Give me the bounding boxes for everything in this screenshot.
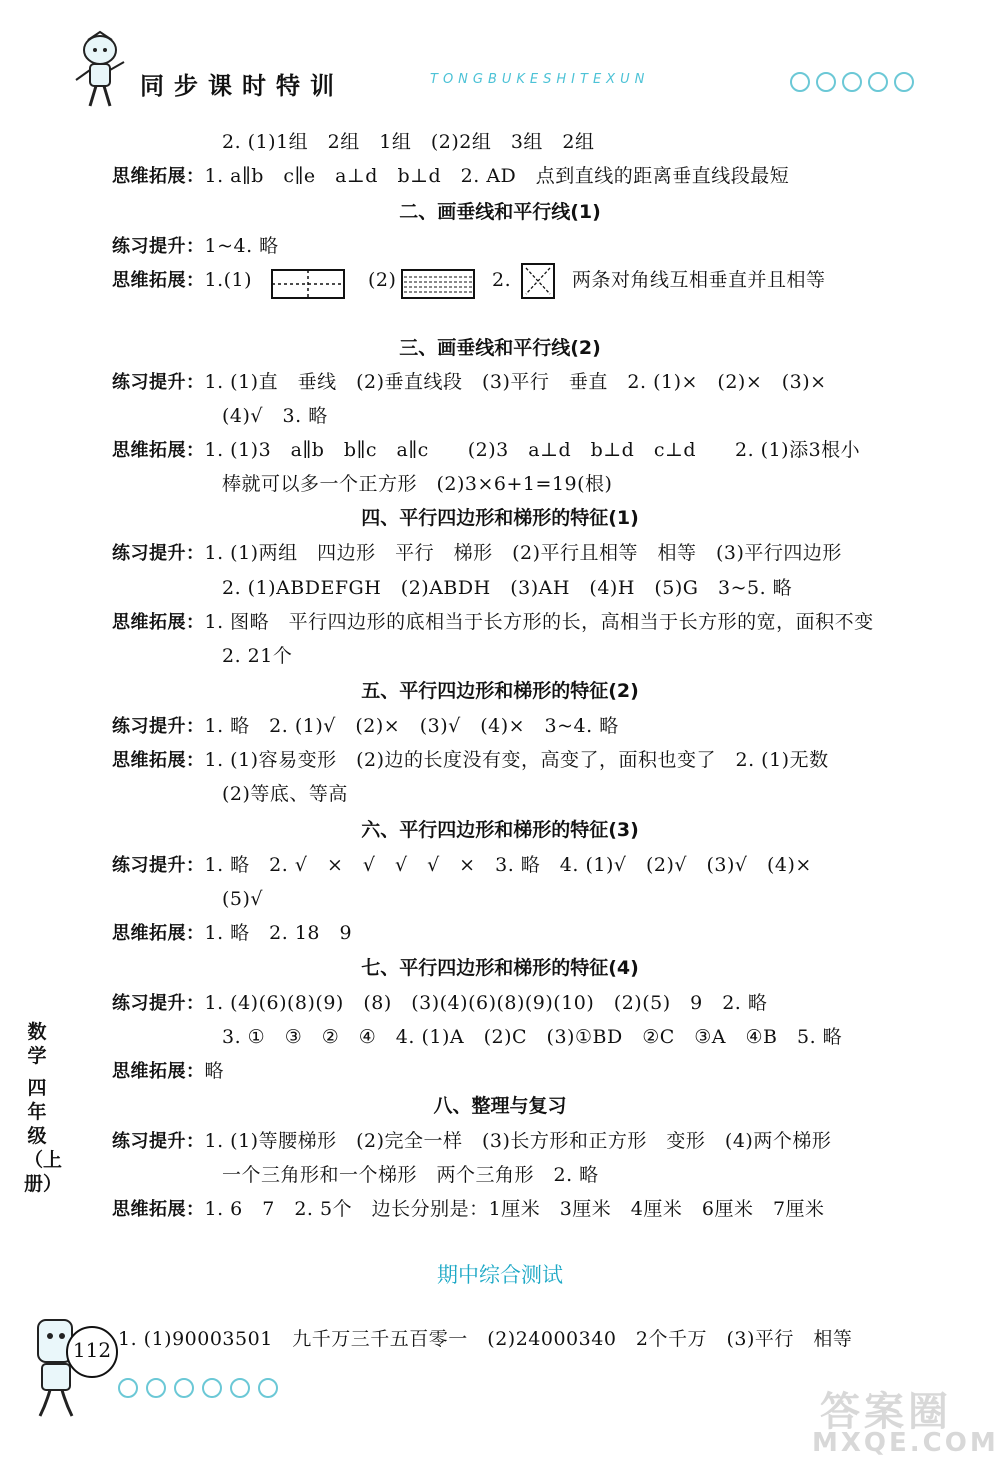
answer-text: 3. ① ③ ② ④ 4. (1)A (2)C (3)①BD ②C ③A ④B 5. 略 — [222, 1026, 843, 1048]
figure-rectangle-parallel-lines — [400, 268, 476, 306]
answer-text: 1. 略 2. 18 9 — [204, 922, 353, 944]
answer-text: 1. (1)两组 四边形 平行 梯形 (2)平行且相等 相等 (3)平行四边形 — [204, 542, 842, 564]
answer-text: 两条对角线互相垂直并且相等 — [572, 269, 826, 291]
thinking-label: 思维拓展： — [112, 270, 205, 291]
side-subject: 数学 — [27, 1021, 47, 1067]
answer-text: 1. (1)等腰梯形 (2)完全一样 (3)长方形和正方形 变形 (4)两个梯形 — [204, 1130, 832, 1152]
answer-text: 1. 图略 平行四边形的底相当于长方形的长，高相当于长方形的宽，面积不变 — [204, 611, 874, 633]
practice-label: 练习提升： — [112, 543, 205, 564]
section-title: 六、平行四边形和梯形的特征(3) — [361, 819, 639, 841]
answer-text: 1. 6 7 2. 5个 边长分别是：1厘米 3厘米 4厘米 6厘米 7厘米 — [204, 1198, 825, 1220]
practice-label: 练习提升： — [112, 993, 205, 1014]
answer-text: 1. (1)容易变形 (2)边的长度没有变，高变了，面积也变了 2. (1)无数 — [204, 749, 829, 771]
side-grade: 四年级（上册） — [24, 1077, 63, 1195]
answer-text: 1. (1)直 垂线 (2)垂直线段 (3)平行 垂直 2. (1)× (2)× (3)× — [204, 371, 827, 393]
answer-row — [112, 713, 619, 740]
answer-row — [112, 267, 252, 294]
answer-text: 1~4. 略 — [204, 235, 279, 257]
answer-row — [112, 990, 767, 1017]
practice-label: 练习提升： — [112, 716, 205, 737]
answer-row — [112, 163, 789, 190]
header-roman-text: TONGBUKESHITEXUN — [430, 72, 650, 87]
header-mascot — [70, 28, 134, 112]
section-title: 四、平行四边形和梯形的特征(1) — [361, 507, 639, 529]
figure-rectangle-dashed-split — [270, 268, 346, 306]
answer-row — [112, 747, 829, 774]
thinking-label: 思维拓展： — [112, 1061, 205, 1082]
practice-label: 练习提升： — [112, 1131, 205, 1152]
figure-square-diagonals — [520, 262, 556, 304]
answer-text: 1. a∥b c∥e a⊥d b⊥d 2. AD 点到直线的距离垂直线段最短 — [204, 165, 790, 187]
section-title: 三、画垂线和平行线(2) — [399, 337, 601, 359]
answer-row — [112, 1196, 825, 1223]
section-title: 八、整理与复习 — [433, 1095, 567, 1117]
section-title: 五、平行四边形和梯形的特征(2) — [361, 680, 639, 702]
answer-text: (2)等底、等高 — [222, 783, 348, 805]
answer-text: 1. 略 2. (1)√ (2)× (3)√ (4)× 3~4. 略 — [204, 715, 619, 737]
answer-text: 1. 略 2. √ × √ √ √ × 3. 略 4. (1)√ (2)√ (3)√ (4)× — [204, 854, 812, 876]
answer-text: 1.(1) — [204, 269, 253, 291]
header-title: 同步课时特训 — [140, 72, 344, 100]
practice-label: 练习提升： — [112, 372, 205, 393]
thinking-label: 思维拓展： — [112, 440, 205, 461]
section-title: 二、画垂线和平行线(1) — [399, 201, 601, 223]
answer-row — [112, 1058, 224, 1085]
answer-row — [112, 369, 827, 396]
thinking-label: 思维拓展： — [112, 923, 205, 944]
answer-row — [112, 609, 874, 636]
answer-text: 1. (1)90003501 九千万三千五百零一 (2)24000340 2个千万 (3)平行 相等 — [118, 1328, 853, 1350]
section-title: 七、平行四边形和梯形的特征(4) — [361, 957, 639, 979]
answer-row — [112, 233, 279, 260]
watermark-text: 答案圈 — [820, 1389, 952, 1435]
practice-label: 练习提升： — [112, 236, 205, 257]
answer-row — [112, 1128, 831, 1155]
midterm-title: 期中综合测试 — [437, 1263, 563, 1287]
thinking-label: 思维拓展： — [112, 166, 205, 187]
answer-line: 2. (1)1组 2组 1组 (2)2组 3组 2组 — [222, 131, 595, 153]
answer-text: 一个三角形和一个梯形 两个三角形 2. 略 — [222, 1164, 599, 1186]
answer-text: 棒就可以多一个正方形 (2)3×6+1=19(根) — [222, 473, 613, 495]
thinking-label: 思维拓展： — [112, 750, 205, 771]
answer-row — [112, 920, 352, 947]
answer-text: 略 — [204, 1060, 225, 1082]
answer-text: 2. (1)ABDEFGH (2)ABDH (3)AH (4)H (5)G 3~5. 略 — [222, 577, 793, 599]
answer-text: 1. (4)(6)(8)(9) (8) (3)(4)(6)(8)(9)(10) (2)(5) 9 2. 略 — [204, 992, 768, 1014]
answer-text: 2. — [492, 269, 512, 291]
answer-text: (5)√ — [222, 888, 264, 910]
answer-text: 2. 21个 — [222, 645, 293, 667]
thinking-label: 思维拓展： — [112, 612, 205, 633]
practice-label: 练习提升： — [112, 855, 205, 876]
answer-row — [112, 852, 812, 879]
page-number: 112 — [72, 1338, 112, 1362]
answer-row — [112, 540, 842, 567]
answer-row — [112, 437, 860, 464]
watermark-url: MXQE.COM — [812, 1428, 999, 1458]
thinking-label: 思维拓展： — [112, 1199, 205, 1220]
answer-text: 1. (1)3 a∥b b∥c a∥c (2)3 a⊥d b⊥d c⊥d 2. (1)添3根小 — [204, 439, 861, 461]
answer-text: (4)√ 3. 略 — [222, 405, 328, 427]
answer-text: (2) — [368, 269, 397, 291]
